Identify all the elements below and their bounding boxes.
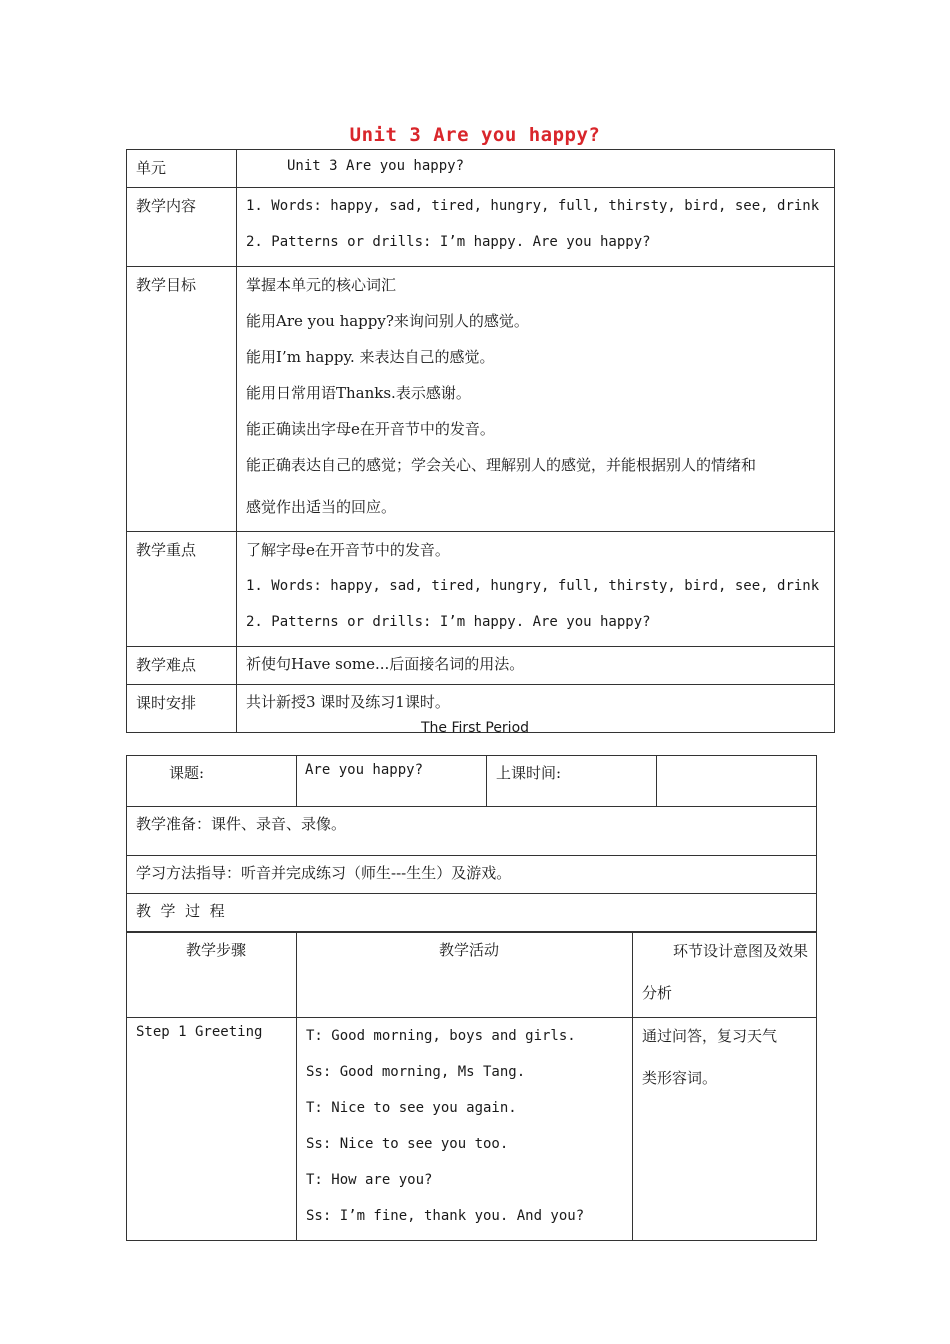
document-title: Unit 3 Are you happy? — [349, 124, 601, 146]
learning-method: 学习方法指导：听音并完成练习（师生---生生）及游戏。 — [127, 856, 817, 894]
keypoints-cell — [237, 532, 835, 647]
header-intent — [633, 933, 817, 1018]
objective-line: 能用日常用语Thanks.表示感谢。 — [246, 384, 471, 402]
keypoints-label: 教学重点 — [127, 532, 237, 647]
schedule-label: 课时安排 — [127, 685, 237, 733]
intent-line: 通过问答，复习天气 — [642, 1027, 778, 1045]
lesson-info-table — [126, 755, 817, 932]
activity-line: T: Nice to see you again. — [306, 1100, 517, 1116]
schedule-value: 共计新授3 课时及练习1课时。 — [237, 685, 835, 733]
content-cell — [237, 188, 835, 267]
step-name: Step 1 Greeting — [127, 1018, 297, 1241]
keypoint-line: 2. Patterns or drills: I’m happy. Are you happy? — [246, 614, 651, 630]
teaching-process-heading: 教 学 过 程 — [127, 894, 817, 932]
objective-line: 能正确表达自己的感觉；学会关心、理解别人的感觉，并能根据别人的情绪和 — [246, 456, 757, 474]
objective-line: 能正确读出字母e在开音节中的发音。 — [246, 420, 495, 438]
objective-line: 能用I’m happy. 来表达自己的感觉。 — [246, 348, 495, 366]
content-line: 1. Words: happy, sad, tired, hungry, full, thirsty, bird, see, drink — [246, 198, 820, 214]
intent-line: 类形容词。 — [642, 1069, 718, 1087]
activity-line: Ss: Nice to see you too. — [306, 1136, 509, 1152]
difficulty-value: 祈使句Have some...后面接名词的用法。 — [237, 647, 835, 685]
step-intent — [633, 1018, 817, 1241]
step-activities — [297, 1018, 633, 1241]
header-step: 教学步骤 — [127, 933, 297, 1018]
teaching-steps-table — [126, 932, 817, 1241]
period-heading: The First Period — [420, 720, 530, 736]
keypoint-line: 了解字母e在开音节中的发音。 — [246, 541, 450, 559]
activity-line: Ss: Good morning, Ms Tang. — [306, 1064, 526, 1080]
objective-line: 感觉作出适当的回应。 — [246, 498, 397, 516]
activity-line: T: How are you? — [306, 1172, 433, 1188]
objectives-cell — [237, 267, 835, 532]
topic-label: 课题: — [127, 756, 297, 807]
objective-line: 能用Are you happy?来询问别人的感觉。 — [246, 312, 529, 330]
activity-line: T: Good morning, boys and girls. — [306, 1028, 576, 1044]
header-intent-line: 分析 — [642, 984, 673, 1002]
unit-value: Unit 3 Are you happy? — [237, 150, 835, 188]
teaching-preparation: 教学准备：课件、录音、录像。 — [127, 807, 817, 856]
objectives-label: 教学目标 — [127, 267, 237, 532]
content-label: 教学内容 — [127, 188, 237, 267]
unit-label: 单元 — [127, 150, 237, 188]
content-line: 2. Patterns or drills: I’m happy. Are you happy? — [246, 234, 651, 250]
header-activity: 教学活动 — [297, 933, 633, 1018]
activity-line: Ss: I’m fine, thank you. And you? — [306, 1208, 585, 1224]
difficulty-label: 教学难点 — [127, 647, 237, 685]
topic-value: Are you happy? — [297, 756, 487, 807]
header-intent-line: 环节设计意图及效果 — [672, 942, 808, 960]
time-value — [657, 756, 817, 807]
unit-overview-table — [126, 149, 835, 733]
objective-line: 掌握本单元的核心词汇 — [246, 276, 397, 294]
keypoint-line: 1. Words: happy, sad, tired, hungry, full, thirsty, bird, see, drink — [246, 578, 820, 594]
time-label: 上课时间: — [487, 756, 657, 807]
